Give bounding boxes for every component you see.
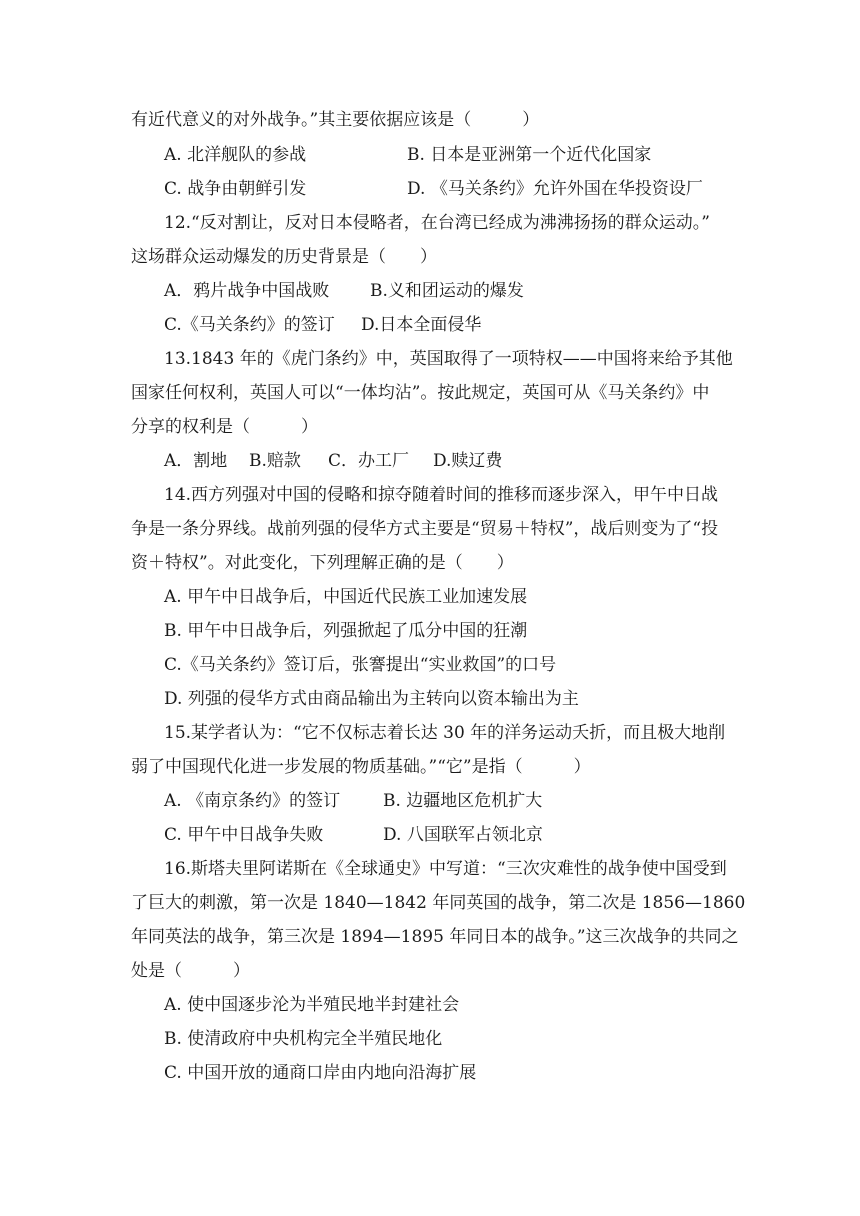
q15-stem-line-2: 弱了中国现代化进一步发展的物质基础。”“它”是指（ ） [131, 757, 591, 777]
q14-option-b: B. 甲午中日战争后，列强掀起了瓜分中国的狂潮 [164, 621, 528, 641]
q15-option-d: D. 八国联军占领北京 [383, 825, 543, 845]
q11-option-b: B. 日本是亚洲第一个近代化国家 [407, 145, 652, 165]
q16-option-a: A. 使中国逐步沦为半殖民地半封建社会 [164, 995, 460, 1015]
q12-stem-line-2: 这场群众运动爆发的历史背景是（ ） [131, 247, 437, 267]
q11-stem-continued: 有近代意义的对外战争。”其主要依据应该是（ ） [131, 110, 540, 130]
q13-stem-line-2: 国家任何权利，英国人可以“一体均沾”。按此规定，英国可从《马关条约》中 [131, 383, 710, 403]
q14-stem-line-3: 资＋特权”。对此变化，下列理解正确的是（ ） [131, 553, 514, 573]
q12-option-d: D.日本全面侵华 [361, 315, 482, 335]
q12-option-a: A．鸦片战争中国战败 [164, 281, 330, 301]
q16-option-c: C. 中国开放的通商口岸由内地向沿海扩展 [164, 1063, 477, 1083]
q16-stem-line-1: 16.斯塔夫里阿诺斯在《全球通史》中写道：“三次灾难性的战争使中国受到 [164, 859, 727, 879]
q15-stem-line-1: 15.某学者认为：“它不仅标志着长达 30 年的洋务运动夭折，而且极大地削 [164, 723, 726, 743]
q13-stem-line-3: 分享的权利是（ ） [131, 417, 318, 437]
q16-stem-line-4: 处是（ ） [131, 961, 250, 981]
q15-option-b: B. 边疆地区危机扩大 [383, 791, 543, 811]
q13-option-d: D.赎辽费 [433, 451, 503, 471]
q12-option-c: C.《马关条约》的签订 [164, 315, 335, 335]
q11-option-a: A. 北洋舰队的参战 [164, 145, 307, 165]
q13-option-a: A．割地 [164, 451, 228, 471]
q12-stem-line-1: 12.“反对割让，反对日本侵略者，在台湾已经成为沸沸扬扬的群众运动。” [164, 213, 710, 233]
q16-stem-line-3: 年同英法的战争，第三次是 1894—1895 年同日本的战争。”这三次战争的共同之 [131, 927, 739, 947]
q14-option-c: C.《马关条约》签订后，张謇提出“实业救国”的口号 [164, 655, 557, 675]
q16-stem-line-2: 了巨大的刺激，第一次是 1840—1842 年同英国的战争，第二次是 1856—1860 [131, 893, 746, 913]
q13-option-b: B.赔款 [249, 451, 301, 471]
q14-stem-line-1: 14.西方列强对中国的侵略和掠夺随着时间的推移而逐步深入，甲午中日战 [164, 485, 719, 505]
q15-option-c: C. 甲午中日战争失败 [164, 825, 324, 845]
q11-option-c: C. 战争由朝鲜引发 [164, 179, 307, 199]
q14-option-d: D. 列强的侵华方式由商品输出为主转向以资本输出为主 [164, 689, 579, 709]
q16-option-b: B. 使清政府中央机构完全半殖民地化 [164, 1029, 443, 1049]
q13-stem-line-1: 13.1843 年的《虎门条约》中，英国取得了一项特权——中国将来给予其他 [164, 349, 733, 369]
q11-option-d: D. 《马关条约》允许外国在华投资设厂 [407, 179, 703, 199]
q12-option-b: B.义和团运动的爆发 [370, 281, 524, 301]
q13-option-c: C．办工厂 [328, 451, 410, 471]
q15-option-a: A. 《南京条约》的签订 [164, 791, 341, 811]
q14-stem-line-2: 争是一条分界线。战前列强的侵华方式主要是“贸易＋特权”，战后则变为了“投 [131, 519, 719, 539]
q14-option-a: A. 甲午中日战争后，中国近代民族工业加速发展 [164, 587, 528, 607]
